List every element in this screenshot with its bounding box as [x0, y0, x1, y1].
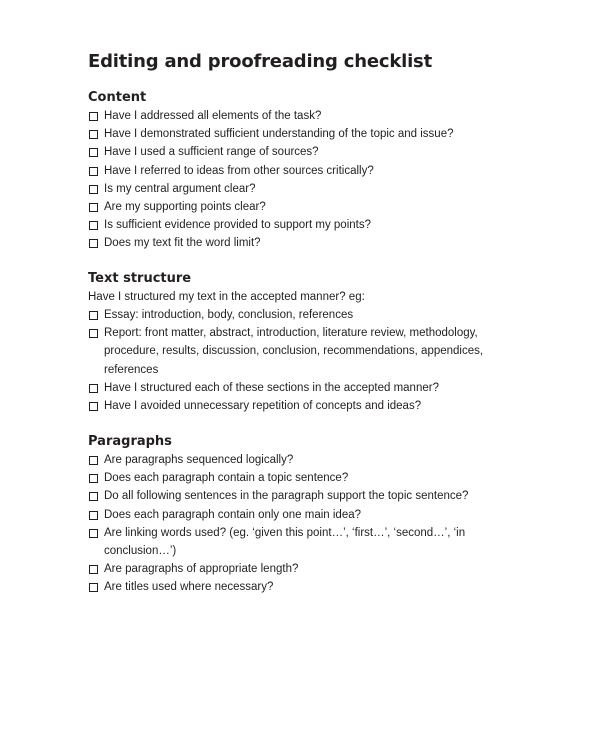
checkbox-icon[interactable] — [89, 148, 98, 157]
checkbox-icon[interactable] — [89, 402, 98, 411]
checklist-item — [88, 107, 528, 125]
section-paragraphs — [88, 433, 528, 597]
section-text-structure — [88, 270, 528, 415]
checkbox-icon[interactable] — [89, 474, 98, 483]
checklist-item — [88, 125, 528, 143]
checklist-item — [88, 216, 528, 234]
checklist-item-text: Are titles used where necessary? — [104, 581, 274, 594]
checkbox-icon[interactable] — [89, 529, 98, 538]
checklist-item-text: Have I addressed all elements of the task? — [104, 110, 322, 122]
checkbox-icon[interactable] — [89, 384, 98, 393]
checkbox-icon[interactable] — [89, 221, 98, 230]
checklist-item — [88, 506, 528, 524]
checkbox-icon[interactable] — [89, 203, 98, 212]
checkbox-icon[interactable] — [89, 456, 98, 465]
section-heading-paragraphs: Paragraphs — [88, 434, 172, 449]
checkbox-icon[interactable] — [89, 565, 98, 574]
checklist-item-text: Are linking words used? (eg. ‘given this point…’, ‘first…’, ‘second…’, ‘in conclusion…’) — [104, 526, 466, 558]
section-heading-content: Content — [88, 90, 147, 105]
checklist-item — [88, 306, 528, 324]
checklist-item-text: Have I demonstrated sufficient understanding of the topic and issue? — [104, 128, 454, 141]
checklist-item — [88, 469, 528, 487]
paragraphs-checklist — [88, 451, 528, 597]
checkbox-icon[interactable] — [89, 311, 98, 320]
checklist-item-text: Does my text fit the word limit? — [104, 237, 261, 250]
checklist-item-text: Have I avoided unnecessary repetition of concepts and ideas? — [104, 400, 422, 413]
checklist-item-text: Are paragraphs of appropriate length? — [104, 563, 299, 576]
checklist-item — [88, 143, 528, 161]
checklist-item-text: Does each paragraph contain a topic sentence? — [104, 472, 349, 485]
checkbox-icon[interactable] — [89, 492, 98, 501]
checklist-item — [88, 397, 528, 415]
checklist-item — [88, 578, 528, 596]
checkbox-icon[interactable] — [89, 167, 98, 176]
checklist-item-text: Is sufficient evidence provided to support my points? — [104, 219, 371, 232]
checkbox-icon[interactable] — [89, 185, 98, 194]
checklist-item — [88, 324, 529, 379]
checklist-item-text: Is my central argument clear? — [104, 182, 256, 195]
text-structure-checklist — [88, 306, 528, 415]
checklist-item-text: Have I referred to ideas from other sources critically? — [104, 164, 374, 177]
checkbox-icon[interactable] — [89, 239, 98, 248]
checklist-item-text: Are paragraphs sequenced logically? — [104, 454, 294, 466]
checklist-item-text: Essay: introduction, body, conclusion, references — [104, 309, 354, 321]
checklist-item — [88, 180, 528, 198]
checkbox-icon[interactable] — [89, 511, 98, 520]
checklist-item — [88, 198, 528, 216]
checkbox-icon[interactable] — [89, 112, 98, 121]
checklist-item — [88, 487, 528, 505]
checklist-item-text: Does each paragraph contain only one main idea? — [104, 508, 362, 521]
checklist-item-text: Have I used a sufficient range of sources? — [104, 146, 319, 159]
checklist-item — [88, 162, 528, 180]
checkbox-icon[interactable] — [89, 329, 98, 338]
section-intro: Have I structured my text in the accepted manner? eg: — [88, 291, 365, 303]
checklist-item — [88, 560, 528, 578]
checklist-item-text: Report: front matter, abstract, introduction, literature review, methodology, procedure, results, discussion, conclusion, recommendations, appendices, references — [104, 327, 484, 376]
checkbox-icon[interactable] — [89, 583, 98, 592]
checklist-item-text: Have I structured each of these sections in the accepted manner? — [104, 381, 439, 394]
checklist-item — [88, 379, 528, 397]
checklist-item — [88, 451, 528, 469]
page-title: Editing and proofreading checklist — [88, 51, 432, 72]
content-checklist — [88, 107, 528, 253]
checklist-item — [88, 234, 528, 252]
checklist-item — [88, 524, 529, 560]
section-content — [88, 89, 528, 253]
checkbox-icon[interactable] — [89, 130, 98, 139]
checklist-item-text: Are my supporting points clear? — [104, 201, 266, 214]
section-heading-text-structure: Text structure — [88, 271, 192, 286]
checklist-item-text: Do all following sentences in the paragraph support the topic sentence? — [104, 490, 469, 503]
